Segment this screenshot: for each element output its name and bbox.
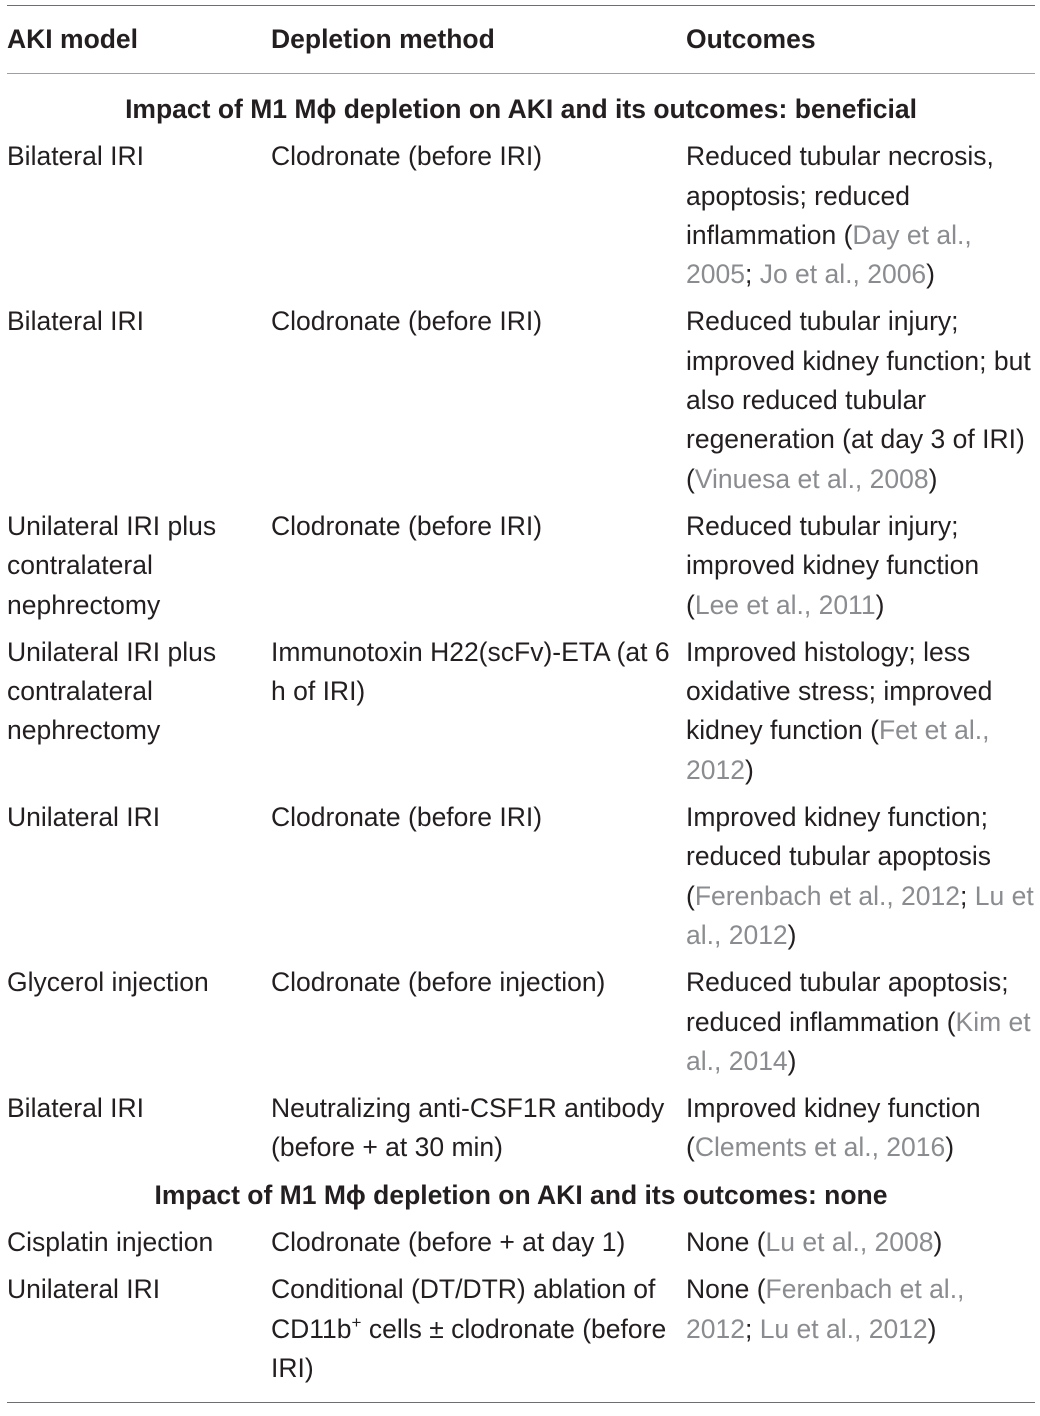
- cell-aki-model: Unilateral IRI: [7, 802, 161, 833]
- table-row: [7, 798, 1035, 963]
- section-row: [7, 74, 1035, 137]
- cell-depletion-method: Immunotoxin H22(scFv)-ETA (at 6 h of IRI): [271, 636, 670, 707]
- header-row: [7, 6, 1035, 73]
- cell-depletion-method: Clodronate (before + at day 1): [271, 1227, 626, 1258]
- cell-text: None (: [686, 1274, 766, 1305]
- cell-outcomes: [686, 633, 1035, 798]
- citation-link: Lu et al., 2012: [759, 1313, 928, 1344]
- section-title: Impact of M1 Mϕ depletion on AKI and its outcomes: beneficial: [125, 94, 917, 124]
- cell-aki-model: Bilateral IRI: [7, 1093, 144, 1124]
- table: [7, 5, 1035, 1403]
- citation-link: Kim et al., 2014: [686, 1006, 1031, 1076]
- cell-text: Conditional (DT/DTR) ablation of CD11b: [271, 1274, 656, 1344]
- header-outcomes: Outcomes: [686, 24, 816, 54]
- cell-outcomes: [686, 1270, 1035, 1396]
- cell-text: None (: [686, 1227, 766, 1258]
- table-body: [7, 73, 1035, 1396]
- cell-text: ): [744, 754, 754, 785]
- cell-outcomes: [686, 963, 1035, 1089]
- cell-text: ): [927, 1313, 937, 1344]
- cell-text: ): [926, 259, 935, 290]
- citation-link: Ferenbach et al., 2012: [686, 1274, 965, 1344]
- citation-link: Vinuesa et al., 2008: [694, 463, 929, 494]
- citation-link: Lu et al., 2012: [686, 880, 1034, 950]
- cell-text: Improved kidney function (: [686, 1093, 981, 1163]
- cell-aki-model: Glycerol injection: [7, 967, 209, 998]
- cell-text: ): [933, 1227, 943, 1258]
- cell-text: ): [787, 1045, 797, 1076]
- cell-aki-model: Unilateral IRI plus contralateral nephrectomy: [7, 510, 217, 620]
- superscript: +: [351, 1312, 362, 1332]
- table-row: [7, 137, 1035, 302]
- cell-text: ): [945, 1132, 955, 1163]
- citation-link: Lu et al., 2008: [765, 1227, 934, 1258]
- citation-link: Jo et al., 2006: [759, 259, 927, 290]
- header-depletion-method: Depletion method: [271, 24, 495, 54]
- cell-text: Reduced tubular apoptosis; reduced inflammation (: [686, 967, 1009, 1037]
- table-row: [7, 302, 1035, 506]
- citation-link: Fet et al., 2012: [686, 715, 990, 785]
- cell-text: ;: [744, 1313, 760, 1344]
- cell-outcomes: [686, 798, 1035, 963]
- cell-outcomes: [686, 507, 1035, 633]
- table-row: [7, 633, 1035, 798]
- cell-depletion-method: Clodronate (before injection): [271, 967, 606, 998]
- cell-text: Reduced tubular injury; improved kidney function; but also reduced tubular regeneration (at day 3 of IRI) (: [686, 306, 1031, 494]
- cell-text: ): [787, 919, 797, 950]
- cell-aki-model: Cisplatin injection: [7, 1227, 214, 1258]
- cell-aki-model: Unilateral IRI plus contralateral nephrectomy: [7, 636, 217, 746]
- cell-text: Improved kidney function; reduced tubular apoptosis (: [686, 802, 991, 911]
- citation-link: Ferenbach et al., 2012: [694, 880, 961, 911]
- cell-outcomes: [686, 1223, 1035, 1270]
- cell-text: ;: [960, 880, 975, 911]
- cell-text: cells ± clodronate (before IRI): [271, 1313, 667, 1383]
- section-title: Impact of M1 Mϕ depletion on AKI and its outcomes: none: [154, 1179, 888, 1210]
- cell-text: ;: [744, 259, 760, 290]
- cell-text: Improved histology; less oxidative stress; improved kidney function (: [686, 636, 993, 746]
- cell-depletion-method: Clodronate (before IRI): [271, 802, 543, 833]
- cell-text: ): [875, 589, 885, 620]
- cell-outcomes: [686, 137, 1035, 302]
- aki-table: [7, 6, 1035, 1396]
- cell-depletion-method: Clodronate (before IRI): [271, 510, 543, 541]
- citation-link: Lee et al., 2011: [694, 589, 876, 620]
- cell-aki-model: Bilateral IRI: [7, 306, 144, 337]
- cell-depletion-method: [271, 1270, 686, 1396]
- cell-text: ): [928, 463, 938, 494]
- cell-outcomes: [686, 302, 1035, 506]
- cell-text: Reduced tubular necrosis, apoptosis; reduced inflammation (: [686, 141, 994, 250]
- header-aki-model: AKI model: [7, 24, 139, 54]
- cell-depletion-method: Clodronate (before IRI): [271, 141, 543, 172]
- table-row: [7, 963, 1035, 1089]
- cell-aki-model: Bilateral IRI: [7, 141, 144, 172]
- cell-depletion-method: Clodronate (before IRI): [271, 306, 543, 337]
- cell-outcomes: [686, 1089, 1035, 1176]
- table-row: [7, 507, 1035, 633]
- citation-link: Day et al., 2005: [686, 219, 972, 290]
- section-row: [7, 1176, 1035, 1223]
- table-row: [7, 1223, 1035, 1270]
- bottom-rule: [7, 1402, 1035, 1403]
- table-row: [7, 1270, 1035, 1396]
- cell-aki-model: Unilateral IRI: [7, 1274, 161, 1305]
- citation-link: Clements et al., 2016: [694, 1132, 946, 1163]
- cell-depletion-method: Neutralizing anti-CSF1R antibody (before + at 30 min): [271, 1093, 665, 1163]
- cell-text: Reduced tubular injury; improved kidney function (: [686, 510, 980, 620]
- table-row: [7, 1089, 1035, 1176]
